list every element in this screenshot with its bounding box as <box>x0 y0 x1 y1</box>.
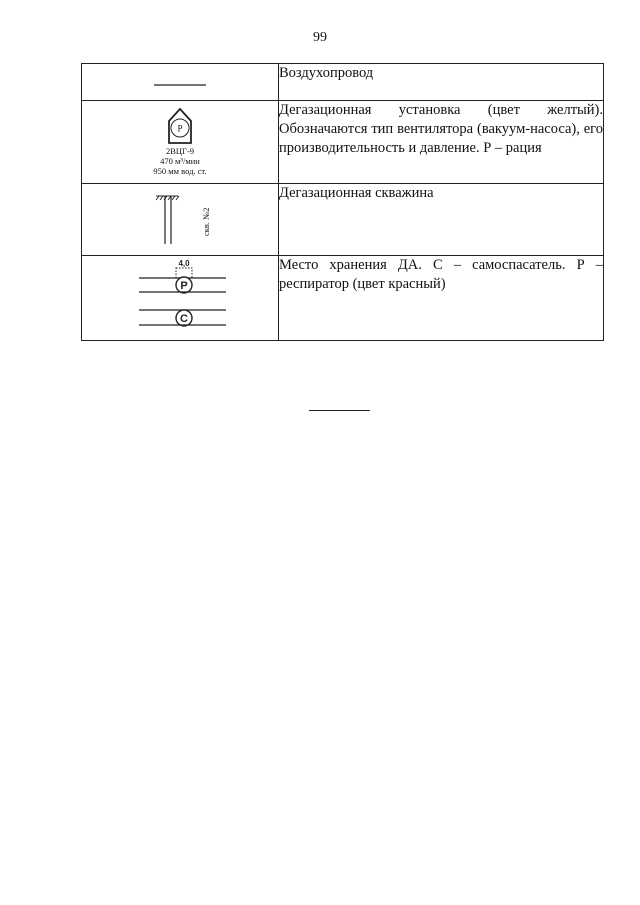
closing-rule <box>309 410 370 411</box>
legend-row-air-duct <box>82 64 604 101</box>
self-rescuer-letter: С <box>180 313 188 325</box>
da-storage-icon <box>82 256 278 340</box>
symbol-cell <box>82 184 279 256</box>
storage-number: 4,0 <box>178 259 190 268</box>
legend-table <box>81 63 604 341</box>
description-cell: Воздухопровод <box>279 64 604 101</box>
radio-letter: Р <box>177 123 183 134</box>
air-duct-line-icon <box>82 64 278 100</box>
symbol-cell <box>82 101 279 184</box>
page-number: 99 <box>313 30 327 45</box>
unit-type-caption: 2ВЦГ-9 <box>165 146 195 156</box>
legend-row-degassing-well <box>82 184 604 256</box>
symbol-cell <box>82 64 279 101</box>
unit-capacity-caption: 470 м³/мин <box>160 156 200 166</box>
respirator-letter: Р <box>180 280 188 292</box>
degassing-well-icon <box>82 184 278 255</box>
description-cell: Место хранения ДА. С – самоспасатель. Р – респиратор (цвет красный) <box>279 256 604 341</box>
well-label: скв. №2 <box>201 207 211 236</box>
description-cell: Дегазационная установка (цвет желтый). Обозначаются тип вентилятора (вакуум-насоса), его производительность и давление. Р – рация <box>279 101 604 184</box>
legend-row-degassing-unit <box>82 101 604 184</box>
legend-row-da-storage <box>82 256 604 341</box>
description-cell: Дегазационная скважина <box>279 184 604 256</box>
unit-pressure-caption: 950 мм вод. ст. <box>153 166 207 176</box>
symbol-cell <box>82 256 279 341</box>
